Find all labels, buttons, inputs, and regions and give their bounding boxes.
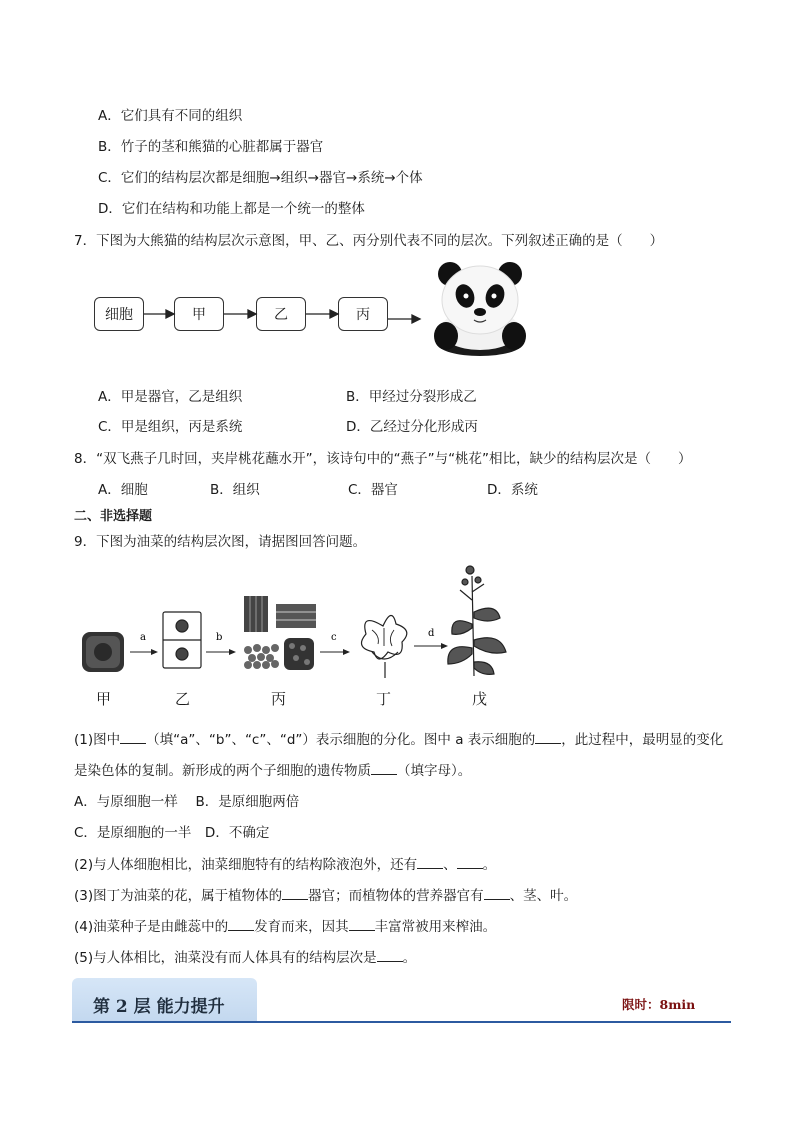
q9-option-cd: C．是原细胞的一半 D．不确定 (74, 825, 270, 841)
cell-yi (163, 612, 201, 668)
cell-jia (82, 632, 124, 672)
answer-blank[interactable] (457, 856, 483, 869)
caption-bing: 丙 (271, 690, 287, 708)
q6-option-b: B．竹子的茎和熊猫的心脏都属于器官 (98, 139, 324, 155)
answer-blank[interactable] (120, 731, 146, 744)
q8-option-b: B．组织 (210, 482, 260, 498)
q9-part1-line2: 是染色体的复制。新形成的两个子细胞的遗传物质 （填字母）。 (74, 763, 472, 779)
q9-part5: (5)与人体相比，油菜没有而人体具有的结构层次是 。 (74, 950, 417, 966)
q8-option-a: A．细胞 (98, 482, 148, 498)
caption-jia: 甲 (96, 690, 112, 708)
q6-option-a: A．它们具有不同的组织 (98, 108, 243, 124)
box-bing: 丙 (338, 297, 388, 331)
q7-option-a: A．甲是器官，乙是组织 (98, 389, 243, 405)
q9-part2: (2)与人体细胞相比，油菜细胞特有的结构除液泡外，还有 、 。 (74, 857, 497, 873)
caption-yi: 乙 (175, 690, 191, 708)
caption-wu: 戊 (472, 690, 488, 708)
q6-option-d: D．它们在结构和功能上都是一个统一的整体 (98, 201, 365, 217)
q9-option-ab: A．与原细胞一样 B．是原细胞两倍 (74, 794, 300, 810)
section-heading: 二、非选择题 (74, 509, 153, 524)
answer-blank[interactable] (377, 949, 403, 962)
header-divider (72, 1021, 731, 1023)
box-cell: 细胞 (94, 297, 144, 331)
section-header-title: 第 2 层 能力提升 (93, 997, 225, 1017)
box-jia: 甲 (174, 297, 224, 331)
caption-ding: 丁 (376, 690, 392, 708)
rapeseed-diagram (0, 560, 794, 688)
answer-blank[interactable] (349, 918, 375, 931)
answer-blank[interactable] (417, 856, 443, 869)
q9-part3: (3)图丁为油菜的花，属于植物体的 器官；而植物体的营养器官有 、茎、叶。 (74, 888, 578, 904)
q9-stem: 9．下图为油菜的结构层次图，请据图回答问题。 (74, 534, 367, 550)
answer-blank[interactable] (535, 731, 561, 744)
arrow-label-c: c (331, 632, 337, 643)
q9-part4: (4)油菜种子是由雌蕊中的 发育而来，因其 丰富常被用来榨油。 (74, 919, 497, 935)
arrow-label-b: b (216, 632, 223, 643)
q7-arrows (0, 0, 794, 400)
panda-image (430, 258, 530, 356)
arrow-label-a: a (140, 632, 146, 643)
q7-option-b: B．甲经过分裂形成乙 (346, 389, 477, 405)
answer-blank[interactable] (282, 887, 308, 900)
flower-ding (362, 615, 407, 678)
time-limit: 限时：8min (622, 997, 696, 1012)
q7-option-d: D．乙经过分化形成丙 (346, 419, 478, 435)
arrow-label-d: d (428, 628, 435, 639)
plant-wu (448, 566, 506, 676)
q8-option-c: C．器官 (348, 482, 398, 498)
tissues-bing (244, 596, 316, 670)
q8-stem: 8．“双飞燕子几时回，夹岸桃花蘸水开”，该诗句中的“燕子”与“桃花”相比，缺少的结构层次是（ ） (74, 451, 692, 467)
q6-option-c: C．它们的结构层次都是细胞→组织→器官→系统→个体 (98, 170, 423, 186)
answer-blank[interactable] (228, 918, 254, 931)
answer-blank[interactable] (484, 887, 510, 900)
answer-blank[interactable] (371, 762, 397, 775)
q7-option-c: C．甲是组织，丙是系统 (98, 419, 243, 435)
q7-stem: 7．下图为大熊猫的结构层次示意图，甲、乙、丙分别代表不同的层次。下列叙述正确的是（ ） (74, 233, 664, 249)
q9-part1-line1: (1)图中 （填“a”、“b”、“c”、“d”）表示细胞的分化。图中 a 表示细胞的 ，此过程中，最明显的变化 (74, 732, 724, 748)
q8-option-d: D．系统 (487, 482, 538, 498)
box-yi: 乙 (256, 297, 306, 331)
